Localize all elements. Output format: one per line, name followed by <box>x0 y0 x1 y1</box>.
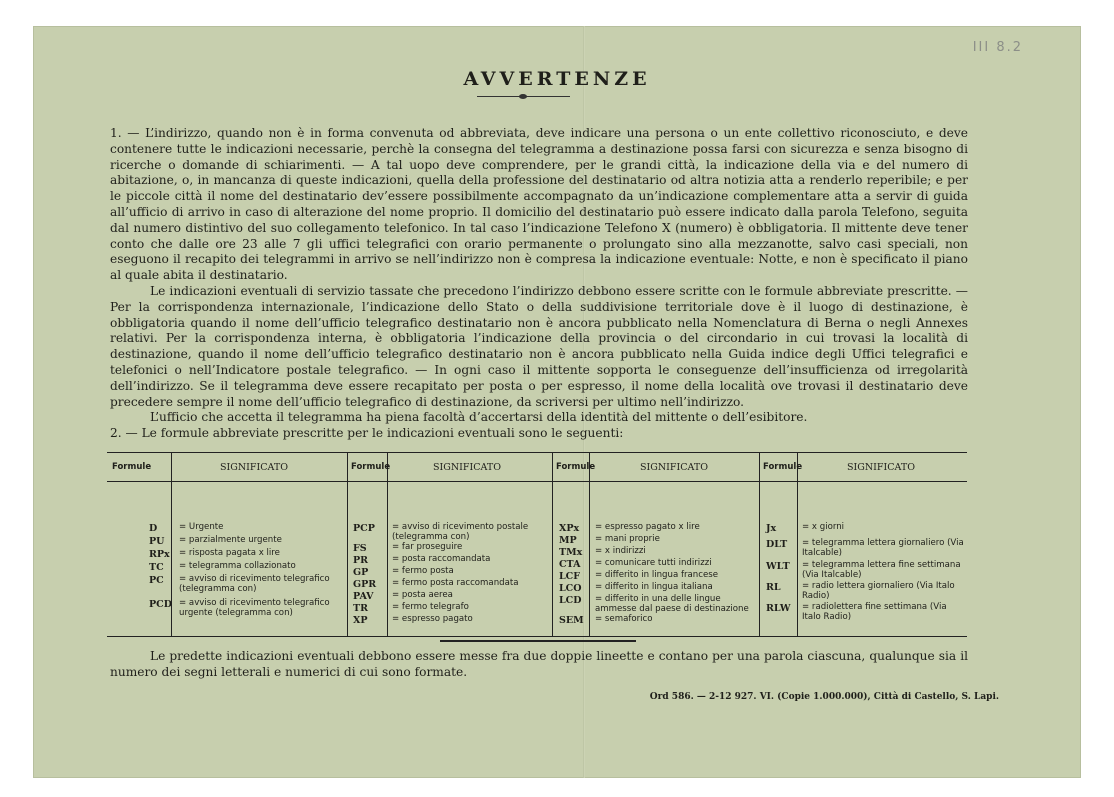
meaning: = risposta pagata x lire <box>179 548 280 558</box>
meaning: = avviso di ricevimento postale (telegramma con) <box>392 522 529 542</box>
table-divider <box>759 453 760 636</box>
pencil-mark: III 8.2 <box>972 40 1023 55</box>
meaning: = semaforico <box>595 614 653 624</box>
meaning: = telegramma lettera fine settimana (Via Italcable) <box>802 560 961 580</box>
meaning: = Urgente <box>179 522 224 532</box>
table-divider <box>387 453 388 636</box>
code: GPR <box>353 579 377 590</box>
table-divider <box>589 453 590 636</box>
header-significato: SIGNIFICATO <box>433 462 501 473</box>
paragraph-1: 1. — L’indirizzo, quando non è in forma convenuta od abbreviata, deve indicare una persona o un ente collettivo riconosciuto, e deve contenere tutte le indicazioni necessarie, perchè la consegna del telegramma a destinazione possa farsi con sicurezza e senza bisogno di ricerche o domande di schiarimenti. — A tal uopo deve comprendere, per le grandi città, la indicazione della via e del numero di abitazione, o, in mancanza di queste indicazioni, quella della professione del destinatario od altra notizia atta a renderlo reperibile; e per le piccole città il nome del destinatario dev’essere possibilmente accompagnato da un’indicazione complementare atta a servir di guida all’ufficio di arrivo in caso di alterazione del nome proprio. Il domicilio del destinatario può essere indicato dalla parola Telefono, seguita dal numero distintivo del suo collegamento telefonico. In tal caso l’indicazione Telefono X (numero) è obbligatoria. Il mittente deve tener conto che dalle ore 23 alle 7 gli uffici telegrafici con orario permanente o prolungato sino alla mezzanotte, salvo casi speciali, non eseguono il recapito dei telegrammi in arrivo se nell’indirizzo non è compresa la indicazione eventuale: Notte, e non è specificato il piano al quale abita il destinatario. <box>110 126 968 283</box>
code: TMx <box>559 547 583 558</box>
meaning: = fermo posta <box>392 566 454 576</box>
meaning: = x indirizzi <box>595 546 646 556</box>
code: GP <box>353 567 369 578</box>
meaning: = avviso di ricevimento telegrafico (telegramma con) <box>179 574 330 594</box>
code: LCD <box>559 595 582 606</box>
code: PC <box>149 575 164 586</box>
header-formule: Formule <box>351 462 391 472</box>
code: SEM <box>559 615 584 626</box>
abbreviations-table <box>107 452 967 637</box>
meaning: = fermo posta raccomandata <box>392 578 519 588</box>
meaning: = far proseguire <box>392 542 463 552</box>
meaning: = parzialmente urgente <box>179 535 282 545</box>
meaning: = avviso di ricevimento telegrafico urgente (telegramma con) <box>179 598 330 618</box>
table-divider <box>797 453 798 636</box>
notice-body <box>110 126 968 442</box>
meaning: = radiolettera fine settimana (Via Italo Radio) <box>802 602 947 622</box>
code: PAV <box>353 591 374 602</box>
meaning: = mani proprie <box>595 534 660 544</box>
meaning: = espresso pagato x lire <box>595 522 700 532</box>
code: PCP <box>353 523 375 534</box>
meaning: = radio lettera giornaliero (Via Italo Radio) <box>802 581 955 601</box>
code: TR <box>353 603 368 614</box>
meaning: = comunicare tutti indirizzi <box>595 558 712 568</box>
code: TC <box>149 562 164 573</box>
code: LCO <box>559 583 582 594</box>
meaning: = fermo telegrafo <box>392 602 469 612</box>
table-divider <box>552 453 553 636</box>
code: PCD <box>149 599 172 610</box>
code: RLW <box>766 603 791 614</box>
page-title: AVVERTENZE <box>463 68 651 90</box>
closing-note: Le predette indicazioni eventuali debbono essere messe fra due doppie lineette e contano per una parola ciascuna, qualunque sia il numero dei segni letterali e numerici di cui sono formate. <box>110 649 968 679</box>
meaning: = differito in lingua italiana <box>595 582 713 592</box>
code: XP <box>353 615 368 626</box>
code: XPx <box>559 523 580 534</box>
header-significato: SIGNIFICATO <box>640 462 708 473</box>
meaning: = telegramma lettera giornaliero (Via Italcable) <box>802 538 964 558</box>
title-ornament <box>477 96 570 97</box>
paragraph-3: L’ufficio che accetta il telegramma ha piena facoltà d’accertarsi della identità del mittente o dell’esibitore. <box>150 410 808 425</box>
meaning: = posta raccomandata <box>392 554 491 564</box>
paragraph-4: 2. — Le formule abbreviate prescritte per le indicazioni eventuali sono le seguenti: <box>110 426 624 441</box>
code: FS <box>353 543 367 554</box>
code: CTA <box>559 559 581 570</box>
code: WLT <box>766 561 790 572</box>
code: MP <box>559 535 577 546</box>
code: Jx <box>766 523 777 534</box>
meaning: = espresso pagato <box>392 614 473 624</box>
ornamental-rule <box>440 640 636 642</box>
printer-imprint: Ord 586. — 2-12 927. VI. (Copie 1.000.000), Città di Castello, S. Lapi. <box>649 692 999 702</box>
meaning: = x giorni <box>802 522 845 532</box>
meaning: = telegramma collazionato <box>179 561 296 571</box>
table-divider <box>347 453 348 636</box>
table-header-rule <box>107 481 967 482</box>
code: RPx <box>149 549 170 560</box>
meaning: = differito in lingua francese <box>595 570 718 580</box>
header-significato: SIGNIFICATO <box>847 462 915 473</box>
code: D <box>149 523 158 534</box>
code: LCF <box>559 571 580 582</box>
header-formule: Formule <box>112 462 152 472</box>
meaning: = differito in una delle lingue ammesse dal paese di destinazione <box>595 594 749 614</box>
code: RL <box>766 582 781 593</box>
paragraph-2: Le indicazioni eventuali di servizio tassate che precedono l’indirizzo debbono essere scritte con le formule abbreviate prescritte. — Per la corrispondenza internazionale, l’indicazione dello Stato o della suddivisione territoriale dove è il luogo di destinazione, è obbligatoria quando il nome dell’ufficio telegrafico destinatario non è ancora pubblicato nella Nomenclatura di Berna o negli Annexes relativi. Per la corrispondenza interna, è obbligatoria l’indicazione della provincia o del circondario in cui trovasi la località di destinazione, quando il nome dell’ufficio telegrafico destinatario non è ancora pubblicato nella Guida indice degli Uffici telegrafici e telefonici o nell’Indicatore postale telegrafico. — In ogni caso il mittente sopporta le conseguenze dell’insufficienza od irregolarità dell’indirizzo. Se il telegramma deve essere recapitato per posta o per espresso, il nome della località ove trovasi il destinatario deve precedere sempre il nome dell’ufficio telegrafico di destinazione, da scriversi per ultimo nell’indirizzo. <box>110 283 968 409</box>
code: PU <box>149 536 165 547</box>
meaning: = posta aerea <box>392 590 453 600</box>
code: PR <box>353 555 369 566</box>
header-formule: Formule <box>556 462 596 472</box>
header-significato: SIGNIFICATO <box>220 462 288 473</box>
header-formule: Formule <box>763 462 803 472</box>
code: DLT <box>766 539 788 550</box>
